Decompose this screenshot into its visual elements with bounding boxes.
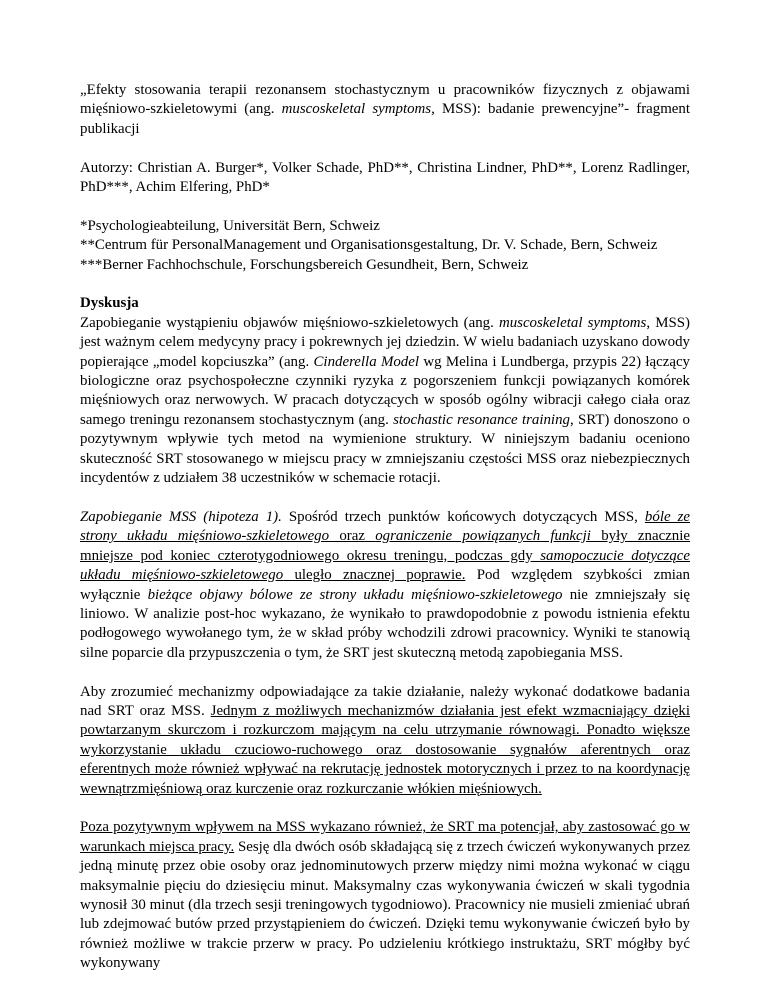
section-heading: Dyskusja	[80, 295, 139, 312]
title-text: „Efekty stosowania terapii rezonansem stochastycznym u pracowników fizycznych z objawami mięśniowo-szkieletowymi (ang.	[80, 82, 690, 118]
paragraph-1: Zapobieganie wystąpieniu objawów mięśniowo-szkieletowych (ang. muscoskeletal symptoms, MSS) jest ważnym celem medycyny pracy i pokrewnych jej dziedzin. W wielu badaniach uzyskano dowody popierające „model kopciuszka” (ang. Cinderella Model wg Melina i Lundberga, przypis 22) łączący biologiczne oraz psychospołeczne czynniki ryzyka z pogorszeniem funkcji powiązanych komórek mięśniowych oraz nerwowych. W pracach dotyczących w sposób ogólny wibracji całego ciała oraz samego treningu rezonansem stochastycznym (ang. stochastic resonance training, SRT) donoszono o pozytywnym wpływie tych metod na wymienione struktury. W niniejszym badaniu oceniono skuteczność SRT stosowanego w miejscu pracy w zmniejszaniu częstości MSS oraz niebezpiecznych incydentów z udziałem 38 uczestników w schemacie rotacji.	[80, 314, 690, 487]
affiliation-2: **Centrum für PersonalManagement und Organisationsgestaltung, Dr. V. Schade, Bern, Schweiz	[80, 237, 658, 254]
document-page	[80, 81, 690, 974]
paragraph-3: Aby zrozumieć mechanizmy odpowiadające za takie działanie, należy wykonać dodatkowe badania nad SRT oraz MSS. Jednym z możliwych mechanizmów działania jest efekt wzmacniający dzięki powtarzanym skurczom i rozkurczom mającym na celu utrzymanie równowagi. Ponadto większe wykorzystanie układu czuciowo-ruchowego oraz dostosowanie sygnałów aferentnych oraz eferentnych może również wpływać na rekrutację jednostek motorycznych i przez to na koordynację wewnątrzmięśniową oraz kurczenie oraz rozkurczanie włókien mięśniowych.	[80, 683, 691, 797]
affiliation-3: ***Berner Fachhochschule, Forschungsbereich Gesundheit, Bern, Schweiz	[80, 256, 529, 273]
paragraph-4: Poza pozytywnym wpływem na MSS wykazano również, że SRT ma potencjał, aby zastosować go w warunkach miejsca pracy. Sesję dla dwóch osób składającą się z trzech ćwiczeń wykonywanych przez jedną minutę przez obie osoby oraz jednominutowych przerw między nimi można wykonać w ciągu maksymalnie pięciu do dziesięciu minut. Maksymalny czas wykonywania ćwiczeń w skali tygodnia wynosił 30 minut (dla trzech sesji treningowych tygodniowo). Pracownicy nie musieli zmieniać ubrań lub zdejmować butów przed przystąpieniem do ćwiczeń. Dzięki temu wykonywanie ćwiczeń było by również możliwe w trakcie przerw w pracy. Po udzieleniu krótkiego instruktażu, SRT mógłby być wykonywany	[80, 819, 691, 972]
authors-line: Autorzy: Christian A. Burger*, Volker Schade, PhD**, Christina Lindner, PhD**, Lorenz Radlinger, PhD***, Achim Elfering, PhD*	[80, 159, 690, 196]
title-text-end: , MSS): badanie prewencyjne”- fragment publikacji	[80, 101, 691, 137]
document-title	[80, 81, 690, 139]
title-italic-term: muscoskeletal symptoms	[281, 101, 432, 118]
paragraph-2: Zapobieganie MSS (hipoteza 1). Spośród trzech punktów końcowych dotyczących MSS, bóle ze strony układu mięśniowo-szkieletowego oraz ograniczenie powiązanych funkcji były znacznie mniejsze pod koniec czterotygodniowego okresu treningu, podczas gdy samopoczucie dotyczące układu mięśniowo-szkieletowego uległo znacznej poprawie. Pod względem szybkości zmian wyłącznie bieżące objawy bólowe ze strony układu mięśniowo-szkieletowego nie zmniejszały się liniowo. W analizie post-hoc wykazano, że wynikało to prawdopodobnie z powodu istnienia efektu podłogowego wywołanego tym, że w skład próby wchodzili zdrowi pracownicy. Wyniki te stanowią silne poparcie dla przypuszczenia o tym, że SRT jest skuteczną metodą zapobiegania MSS.	[80, 508, 691, 661]
affiliations	[80, 217, 690, 275]
affiliation-1: *Psychologieabteilung, Universität Bern, Schweiz	[80, 217, 380, 234]
